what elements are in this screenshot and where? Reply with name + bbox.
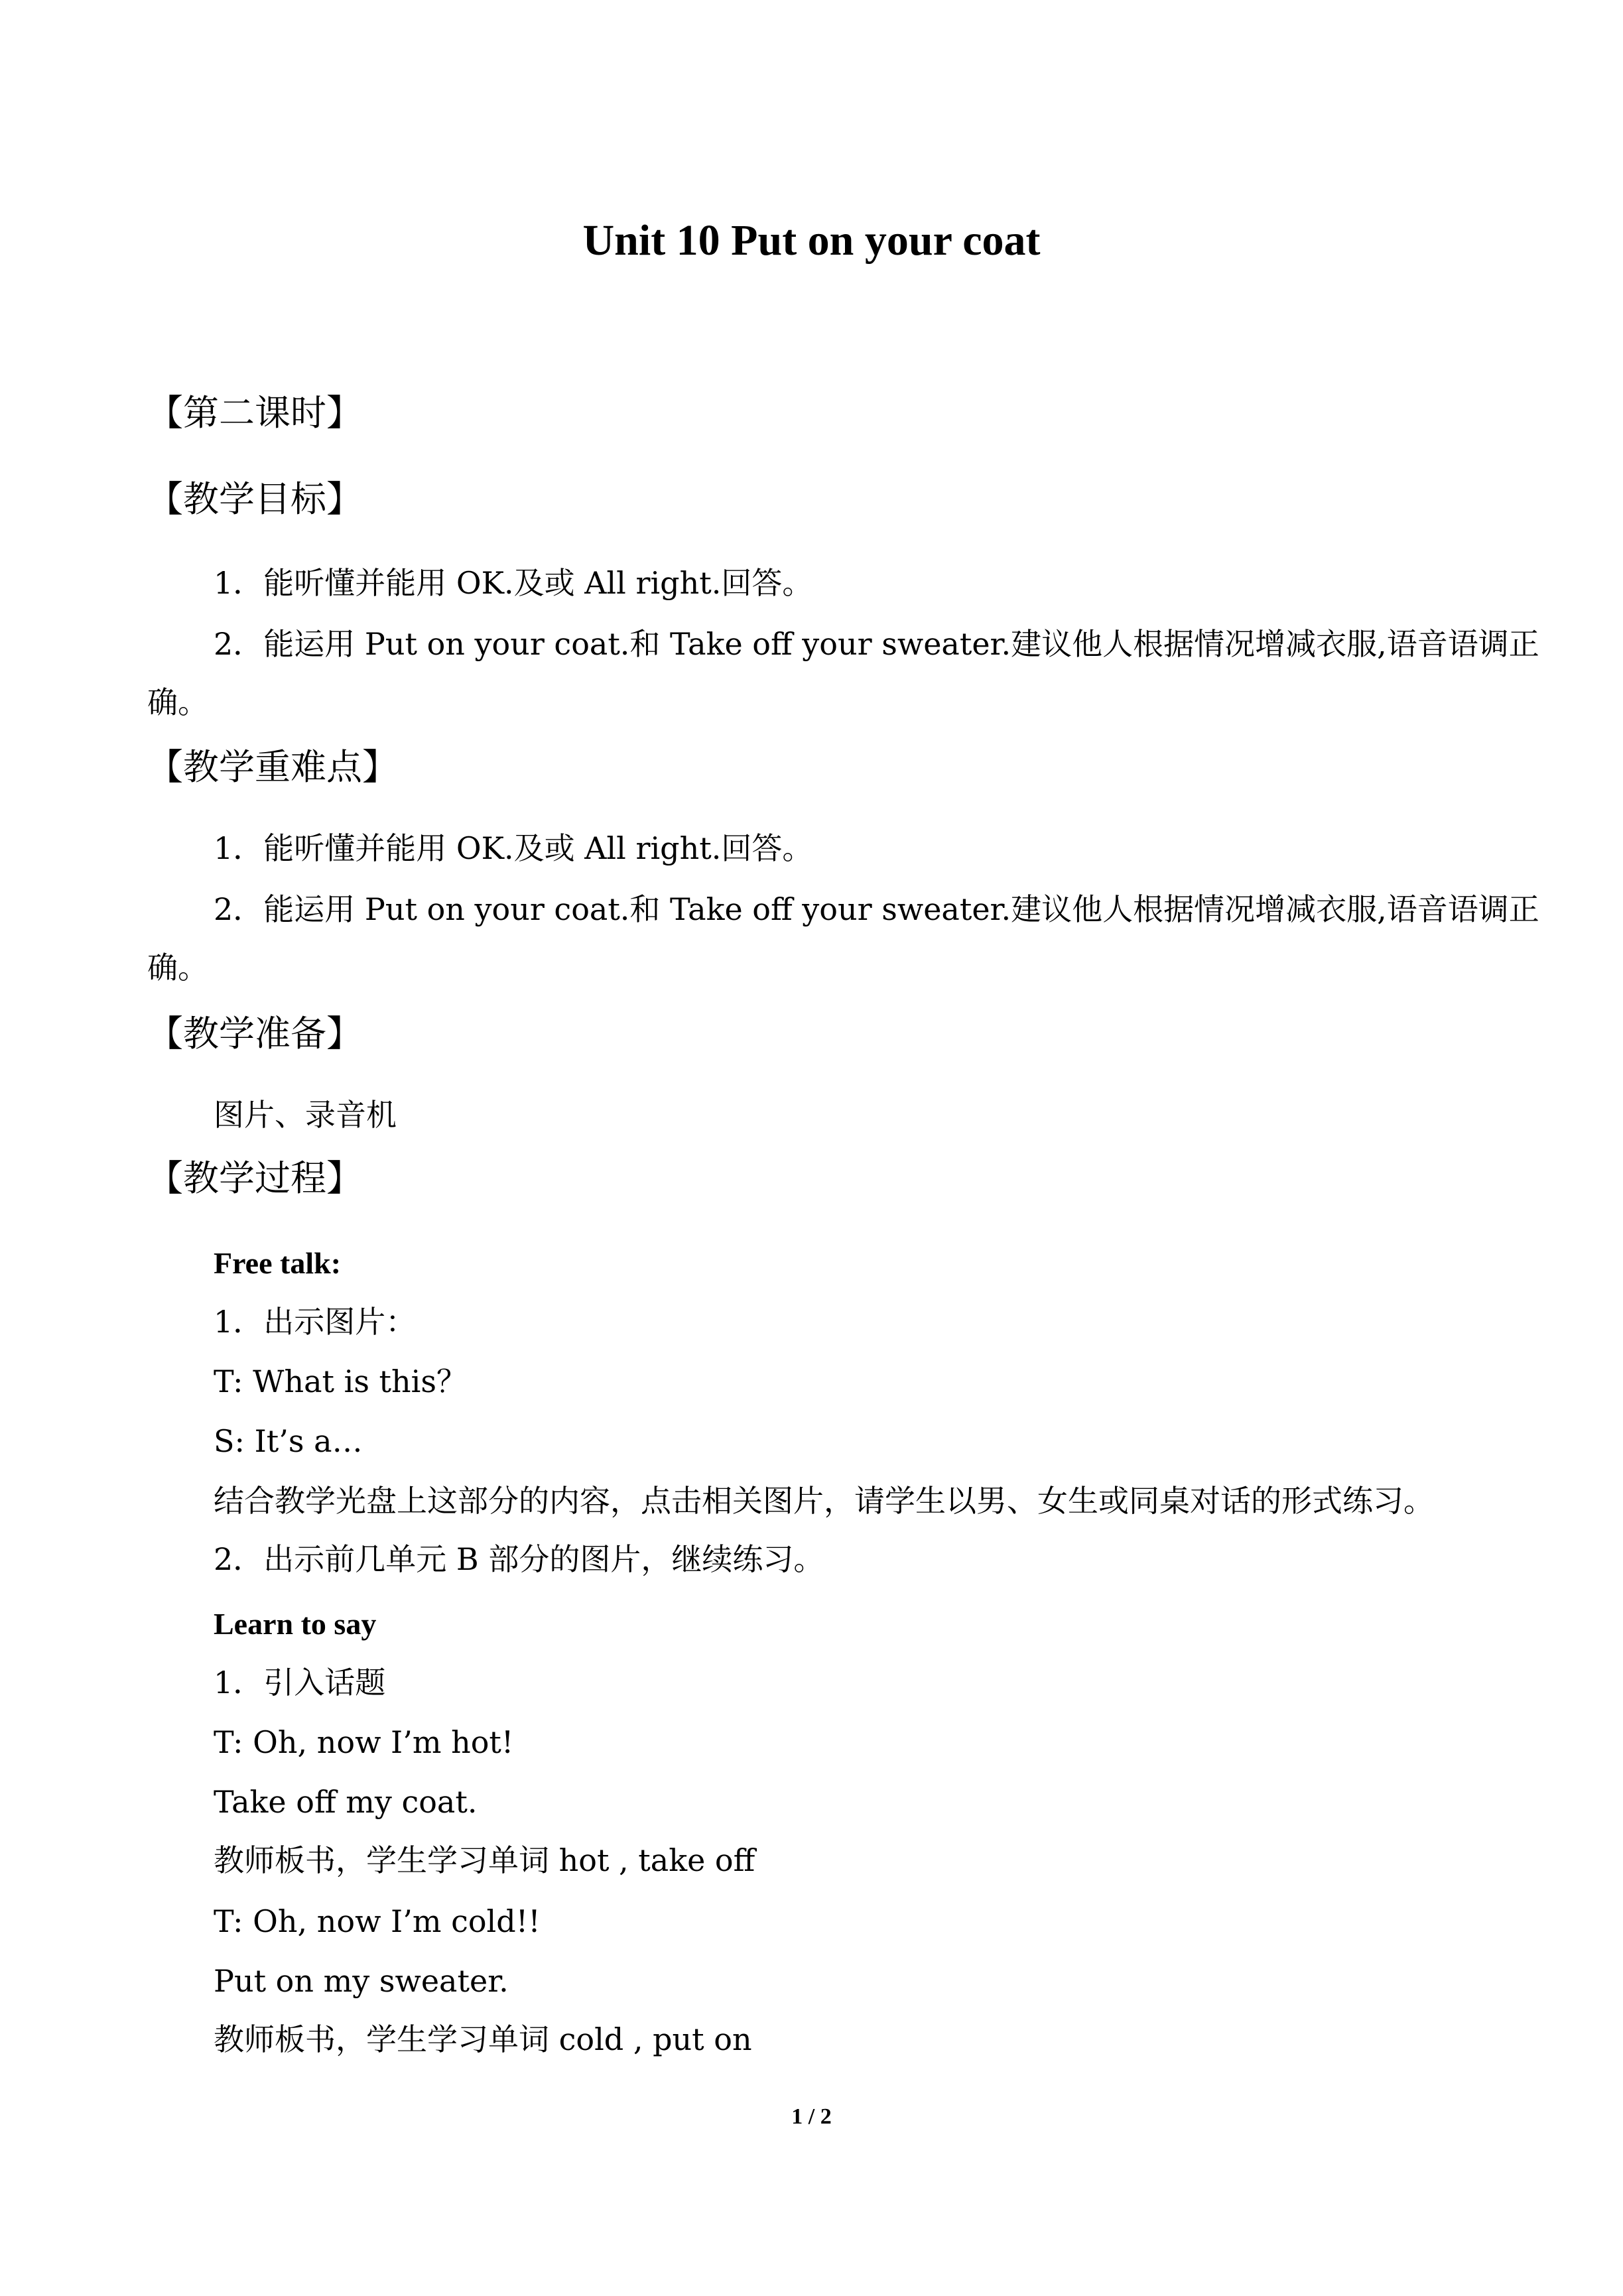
free-talk-line: S: It’s a… [214,1423,363,1459]
objective-item-1: 1．能听懂并能用 OK.及或 All right.回答。 [214,565,813,601]
document-title: Unit 10 Put on your coat [582,216,1041,265]
learn-to-say-line: 教师板书，学生学习单词 cold , put on [214,2021,752,2057]
learn-to-say-line: 1．引入话题 [214,1665,386,1700]
objective-item-2: 2．能运用 Put on your coat.和 Take off your sweater.建议他人根据情况增减衣服,语音语调正 [214,626,1539,662]
learn-to-say-line: 教师板书，学生学习单词 hot , take off [214,1842,755,1878]
key-point-item-2: 2．能运用 Put on your coat.和 Take off your sweater.建议他人根据情况增减衣服,语音语调正 [214,891,1539,927]
learn-to-say-line: Put on my sweater. [214,1963,509,1999]
free-talk-label: Free talk: [214,1246,342,1280]
objective-item-2-continued: 确。 [147,684,208,720]
preparation-heading: 【教学准备】 [147,1013,362,1054]
preparation-text: 图片、录音机 [214,1097,397,1133]
learn-to-say-line: T: Oh, now I’m cold!! [214,1903,541,1939]
free-talk-line: 2．出示前几单元 B 部分的图片，继续练习。 [214,1541,824,1577]
key-point-item-1: 1．能听懂并能用 OK.及或 All right.回答。 [214,830,813,866]
lesson-label: 【第二课时】 [147,392,362,434]
learn-to-say-line: T: Oh, now I’m hot! [214,1724,514,1760]
objectives-heading: 【教学目标】 [147,478,362,520]
free-talk-line: 1．出示图片： [214,1304,417,1340]
key-point-item-2-continued: 确。 [147,950,208,986]
free-talk-line: 结合教学光盘上这部分的内容，点击相关图片，请学生以男、女生或同桌对话的形式练习。 [214,1483,1434,1519]
process-heading: 【教学过程】 [147,1157,362,1199]
page-number: 1 / 2 [791,2104,832,2129]
free-talk-line: T: What is this？ [214,1364,467,1399]
learn-to-say-line: Take off my coat. [214,1784,478,1820]
key-points-heading: 【教学重难点】 [147,746,398,788]
learn-to-say-label: Learn to say [214,1607,377,1641]
